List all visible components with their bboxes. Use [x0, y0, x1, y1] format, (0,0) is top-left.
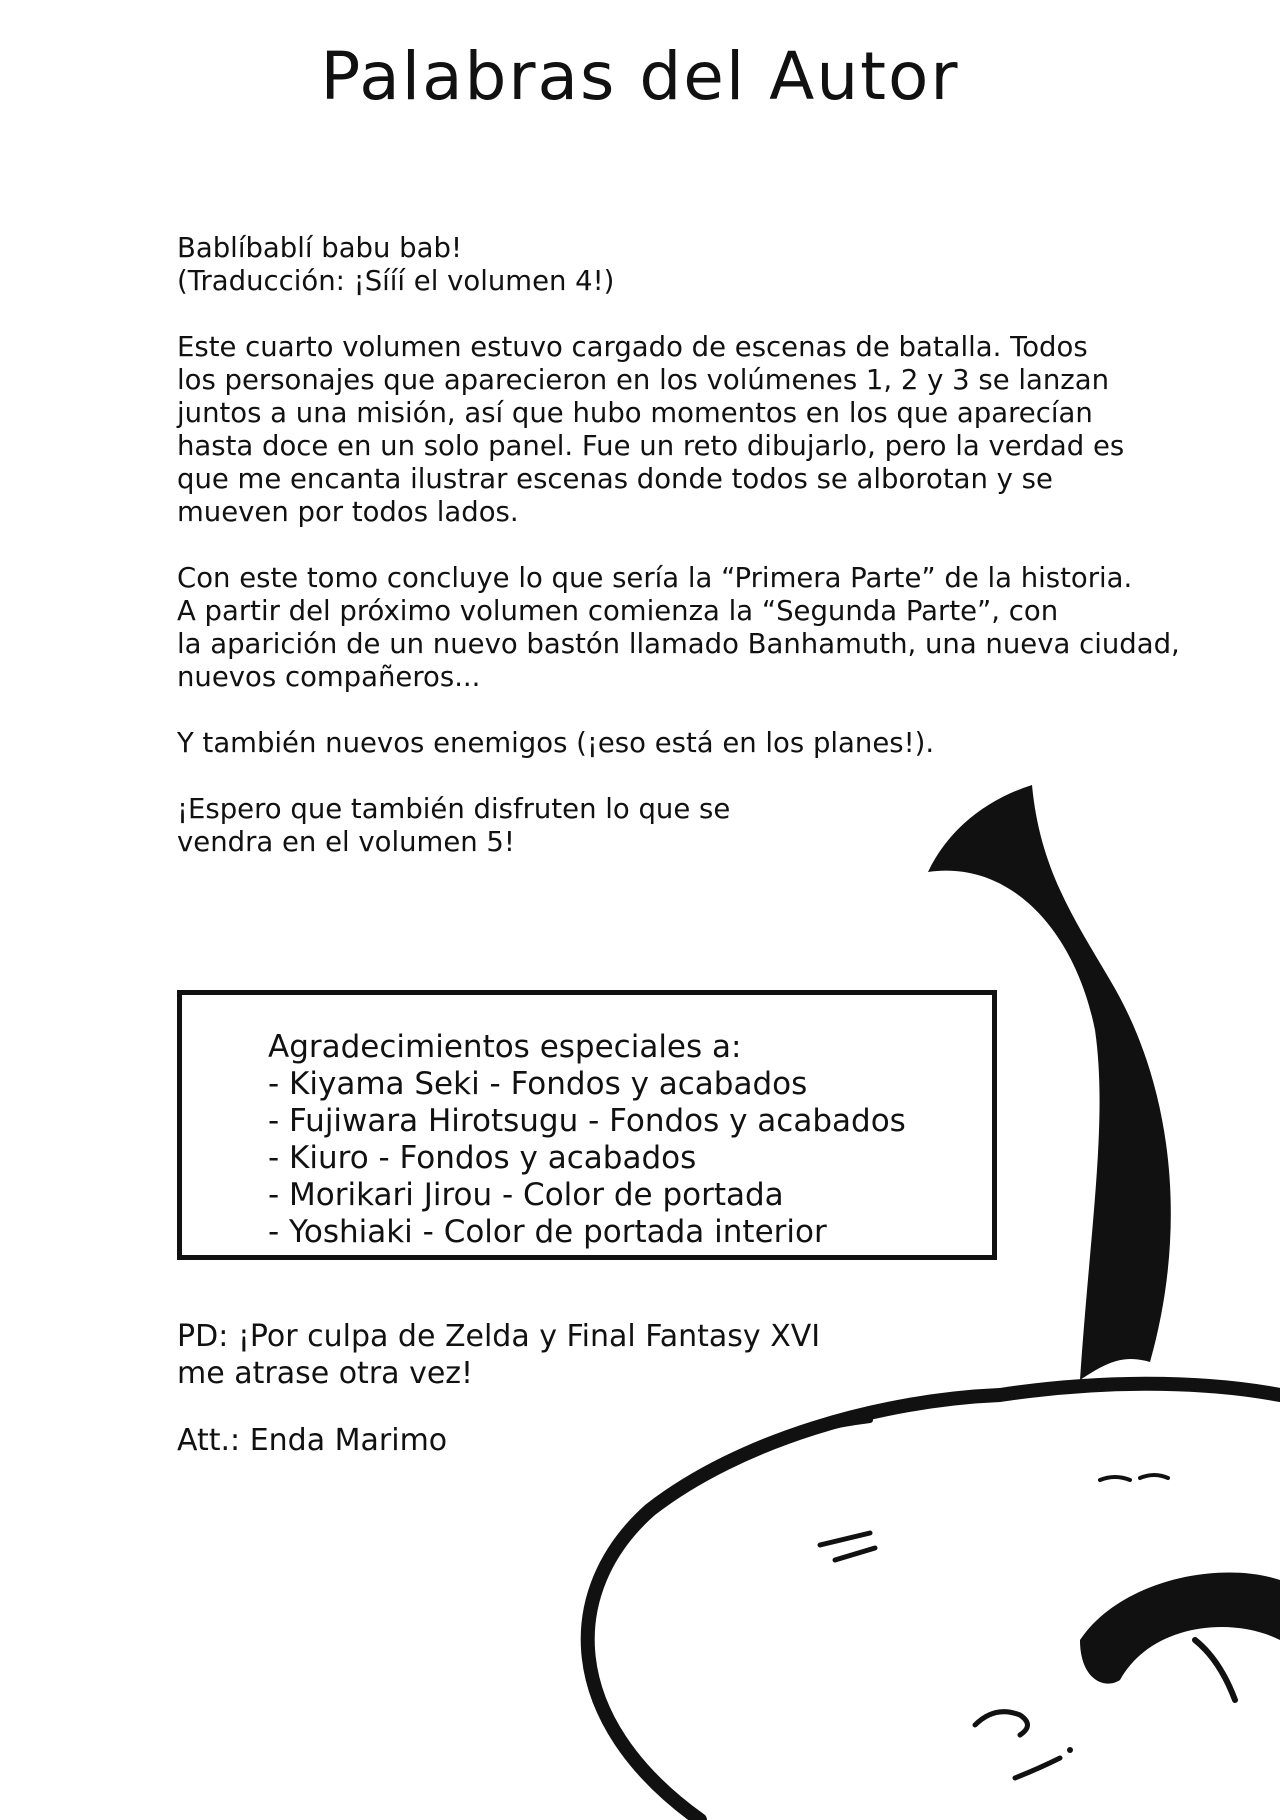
- paragraph-closing: [177, 793, 1177, 859]
- thanks-item: - Morikari Jirou - Color de portada: [268, 1177, 784, 1213]
- text-line: A partir del próximo volumen comienza la “Segunda Parte”, con: [177, 595, 1059, 627]
- text-line: los personajes que aparecieron en los volúmenes 1, 2 y 3 se lanzan: [177, 364, 1109, 396]
- text-line: vendra en el volumen 5!: [177, 826, 515, 858]
- paragraph-battle-scenes: [177, 331, 1177, 529]
- text-line: Bablíbablí babu bab!: [177, 232, 462, 264]
- thanks-item: - Kiuro - Fondos y acabados: [268, 1140, 697, 1176]
- eyebrow-right: [1080, 1573, 1280, 1684]
- nose: [975, 1712, 1028, 1735]
- paragraph-intro: [177, 232, 1177, 298]
- thanks-item: - Yoshiaki - Color de portada interior: [268, 1214, 827, 1250]
- mouth-dot: [1067, 1747, 1073, 1753]
- text-line: Y también nuevos enemigos (¡eso está en los planes!).: [177, 727, 935, 759]
- eye-line: [1195, 1640, 1235, 1700]
- text-line: PD: ¡Por culpa de Zelda y Final Fantasy XVI: [177, 1319, 821, 1354]
- postscript-block: [177, 1318, 820, 1489]
- text-line: nuevos compañeros...: [177, 661, 481, 693]
- text-line: me atrase otra vez!: [177, 1356, 474, 1391]
- text-line: (Traducción: ¡Sííí el volumen 4!): [177, 265, 615, 297]
- text-line: hasta doce en un solo panel. Fue un reto dibujarlo, pero la verdad es: [177, 430, 1125, 462]
- text-line: ¡Espero que también disfruten lo que se: [177, 793, 731, 825]
- author-notes: [177, 232, 1180, 892]
- thanks-item: - Fujiwara Hirotsugu - Fondos y acabados: [268, 1103, 906, 1139]
- postscript: [177, 1318, 820, 1392]
- text-line: la aparición de un nuevo bastón llamado Banhamuth, una nueva ciudad,: [177, 628, 1180, 660]
- signature: Att.: Enda Marimo: [177, 1423, 448, 1458]
- mouth: [1015, 1758, 1060, 1778]
- text-line: Con este tomo concluye lo que sería la “Primera Parte” de la historia.: [177, 562, 1133, 594]
- special-thanks-box: [177, 990, 997, 1260]
- text-line: mueven por todos lados.: [177, 496, 519, 528]
- thanks-heading: Agradecimientos especiales a:: [268, 1029, 742, 1065]
- page-title: Palabras del Autor: [320, 38, 960, 115]
- thanks-item: - Kiyama Seki - Fondos y acabados: [268, 1066, 808, 1102]
- text-line: Este cuarto volumen estuvo cargado de escenas de batalla. Todos: [177, 331, 1088, 363]
- eye-mark: [1100, 1475, 1168, 1480]
- text-line: juntos a una misión, así que hubo momentos en los que aparecían: [177, 397, 1093, 429]
- text-line: que me encanta ilustrar escenas donde todos se alborotan y se: [177, 463, 1053, 495]
- eyebrow-left: [820, 1533, 875, 1560]
- paragraph-enemies: [177, 727, 1177, 760]
- paragraph-story-parts: [177, 562, 1180, 694]
